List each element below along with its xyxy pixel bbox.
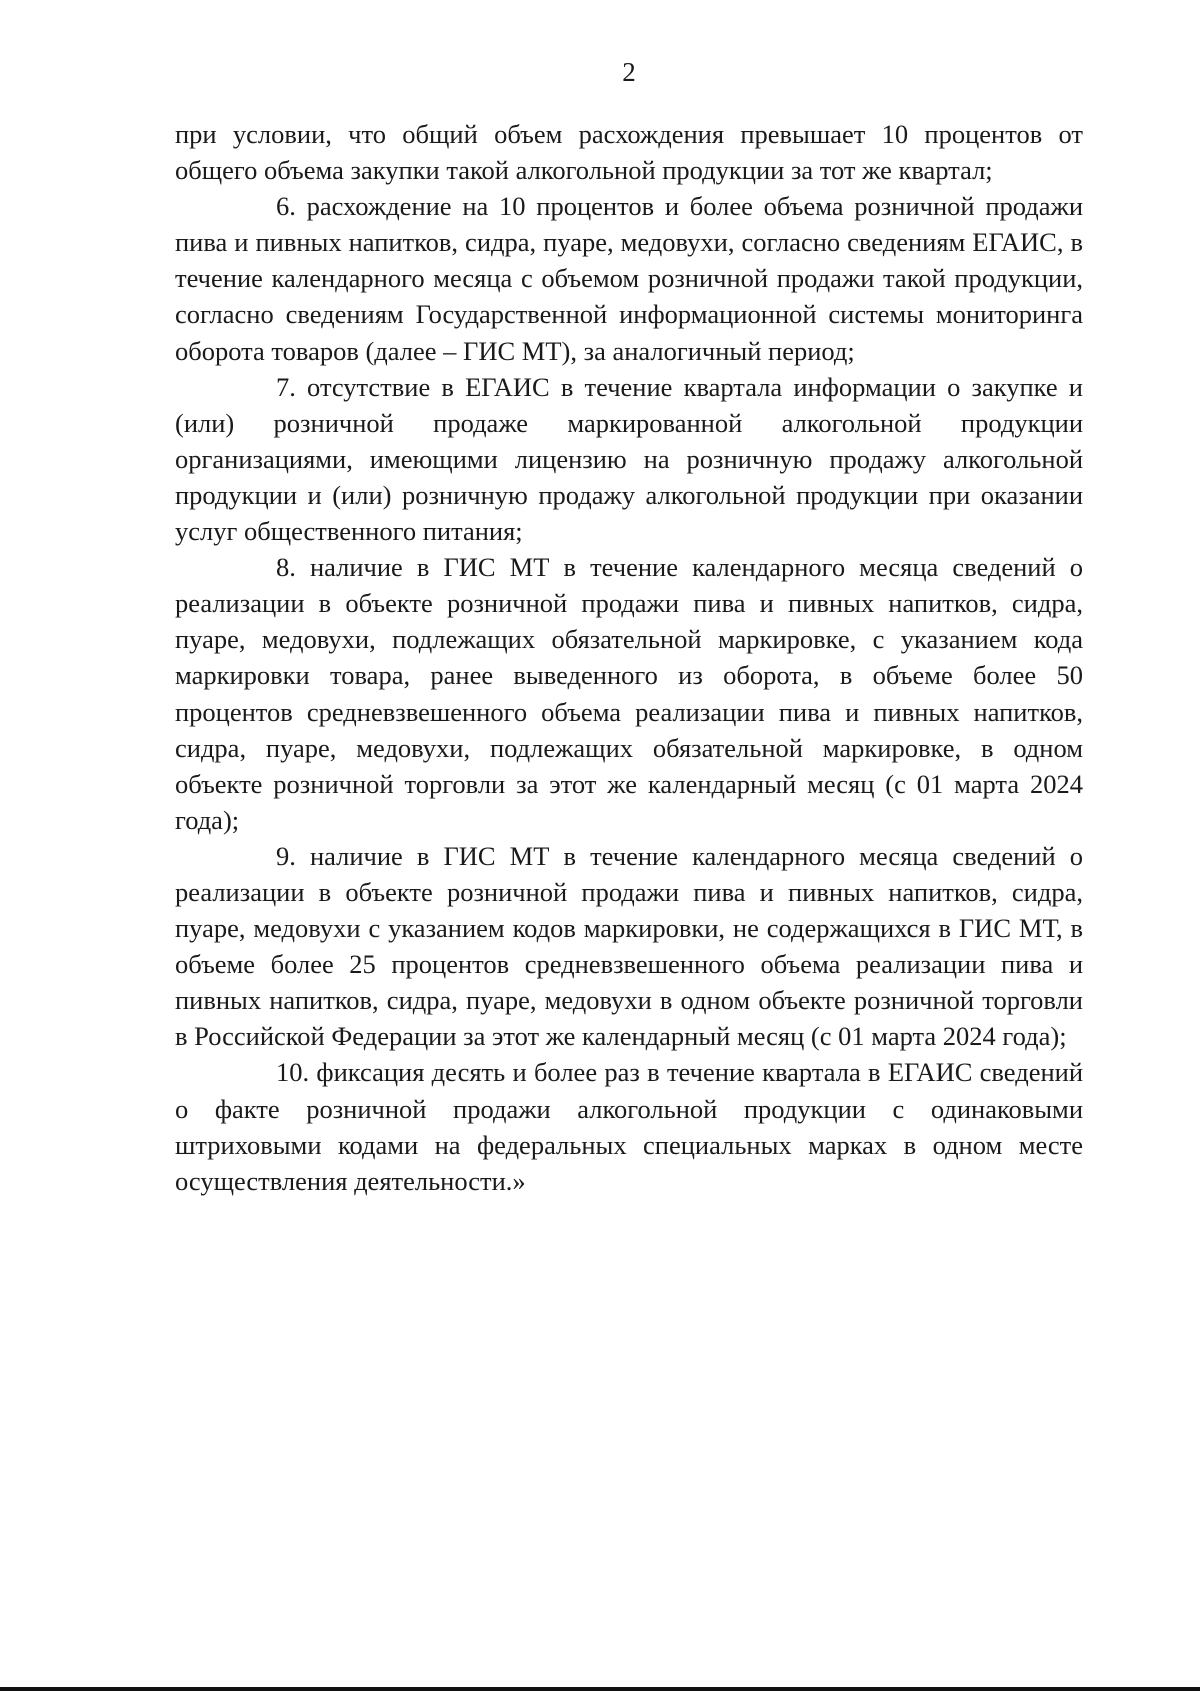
paragraph-item-10: 10. фиксация десять и более раз в течение квартала в ЕГАИС сведений о факте розничной продажи алкогольной продукции с одинаковыми штриховыми кодами на федеральных специальных марках в одном месте осуществления деятельности.»	[175, 1057, 1083, 1196]
paragraph-continuation: при условии, что общий объем расхождения превышает 10 процентов от общего объема закупки такой алкогольной продукции за тот же квартал;	[175, 119, 1083, 186]
scan-bottom-edge	[0, 1687, 1200, 1691]
page-number: 2	[622, 57, 636, 87]
paragraph-item-6: 6. расхождение на 10 процентов и более объема розничной продажи пива и пивных напитков, сидра, пуаре, медовухи, согласно сведениям ЕГАИС, в течение календарного месяца с объемом розничной продажи такой продукции, согласно сведениям Государственной информационной системы мониторинга оборота товаров (далее – ГИС МТ), за аналогичный период;	[175, 191, 1083, 366]
paragraph-item-9: 9. наличие в ГИС МТ в течение календарного месяца сведений о реализации в объекте розничной продажи пива и пивных напитков, сидра, пуаре, медовухи с указанием кодов маркировки, не содержащихся в ГИС МТ, в объеме более 25 процентов средневзвешенного объема реализации пива и пивных напитков, сидра, пуаре, медовухи в одном объекте розничной торговли в Российской Федерации за этот же календарный месяц (с 01 марта 2024 года);	[175, 840, 1083, 1052]
paragraph-item-8: 8. наличие в ГИС МТ в течение календарного месяца сведений о реализации в объекте розничной продажи пива и пивных напитков, сидра, пуаре, медовухи, подлежащих обязательной маркировке, с указанием кода маркировки товара, ранее выведенного из оборота, в объеме более 50 процентов средневзвешенного объема реализации пива и пивных напитков, сидра, пуаре, медовухи, подлежащих обязательной маркировке, в одном объекте розничной торговли за этот же календарный месяц (с 01 марта 2024 года);	[175, 552, 1083, 835]
document-body	[175, 116, 1083, 1199]
paragraph-item-7: 7. отсутствие в ЕГАИС в течение квартала информации о закупке и (или) розничной продаже маркированной алкогольной продукции организациями, имеющими лицензию на розничную продажу алкогольной продукции и (или) розничную продажу алкогольной продукции при оказании услуг общественного питания;	[175, 371, 1083, 547]
